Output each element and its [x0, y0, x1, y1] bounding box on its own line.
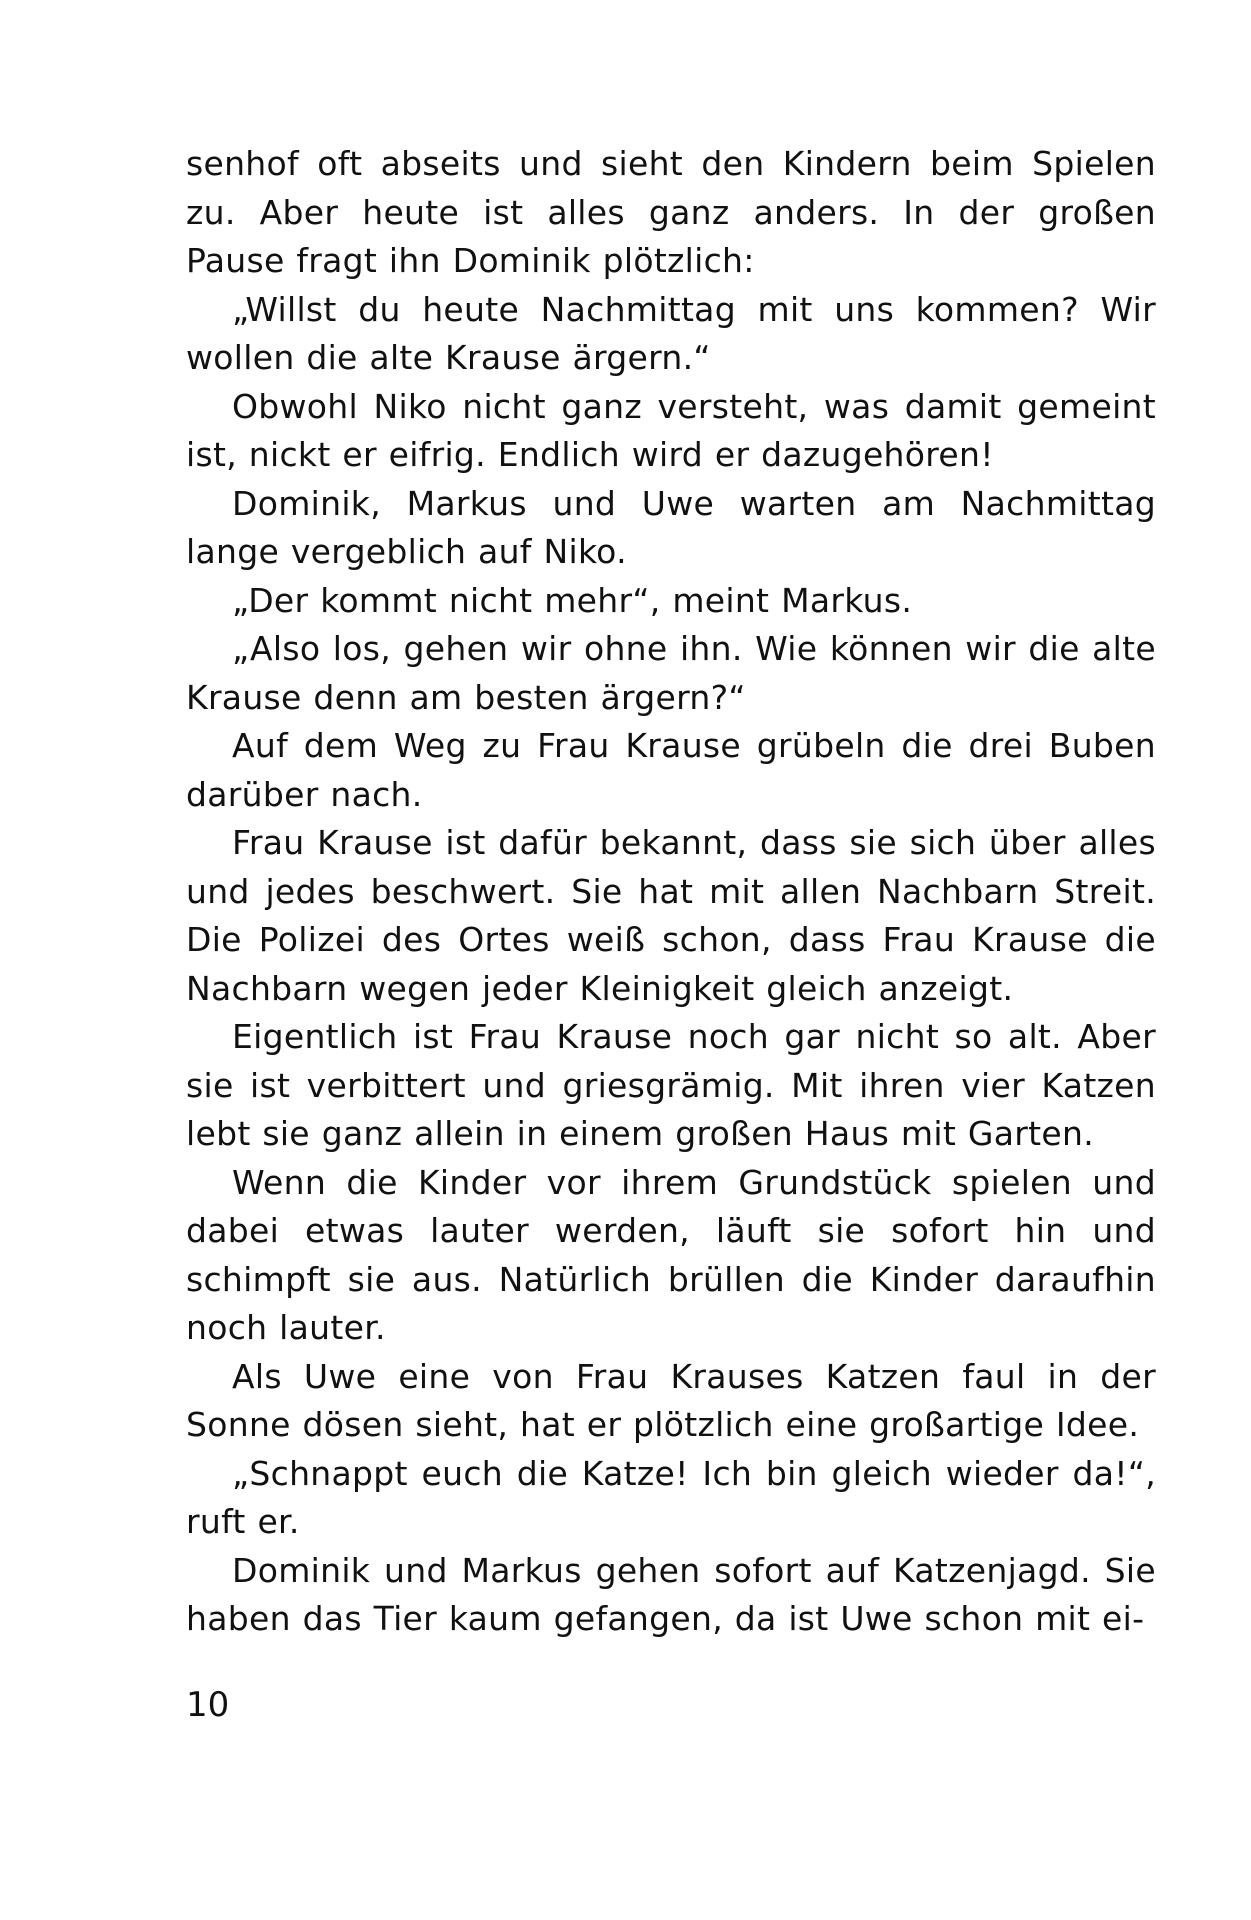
paragraph-6: „Also los, gehen wir ohne ihn. Wie können wir die alte Krause denn am besten ärgern?“ — [186, 629, 1156, 717]
paragraph-7: Auf dem Weg zu Frau Krause grübeln die drei Buben darüber nach. — [186, 726, 1156, 814]
paragraph-9: Eigentlich ist Frau Krause noch gar nicht so alt. Aber sie ist verbittert und griesgrämig. Mit ihren vier Katzen lebt sie ganz allein in einem großen Haus mit Garten. — [186, 1017, 1156, 1153]
paragraph-8: Frau Krause ist dafür bekannt, dass sie sich über alles und jedes beschwert. Sie hat mit allen Nachbarn Streit. Die Polizei des Ortes weiß schon, dass Frau Krause die Nachbarn wegen jeder Kleinigkeit gleich anzeigt. — [186, 823, 1156, 1008]
page-number: 10 — [186, 1685, 230, 1725]
paragraph-13: Dominik und Markus gehen sofort auf Katzenjagd. Sie haben das Tier kaum gefangen, da ist Uwe schon mit ei- — [186, 1550, 1156, 1638]
paragraph-5: „Der kommt nicht mehr“, meint Markus. — [232, 580, 913, 620]
paragraph-10: Wenn die Kinder vor ihrem Grundstück spielen und dabei etwas lauter werden, läuft sie sofort hin und schimpft sie aus. Natürlich brüllen die Kinder daraufhin noch lauter. — [186, 1162, 1156, 1347]
paragraph-2: „Willst du heute Nachmittag mit uns kommen? Wir wollen die alte Krause ärgern.“ — [186, 289, 1156, 377]
paragraph-11: Als Uwe eine von Frau Krauses Katzen faul in der Sonne dösen sieht, hat er plötzlich eine großartige Idee. — [186, 1356, 1156, 1444]
paragraph-4: Dominik, Markus und Uwe warten am Nachmittag lange vergeblich auf Niko. — [186, 483, 1156, 571]
body-text — [186, 140, 1156, 1644]
paragraph-3: Obwohl Niko nicht ganz versteht, was damit gemeint ist, nickt er eifrig. Endlich wird er dazugehören! — [186, 386, 1156, 474]
paragraph-12: „Schnappt euch die Katze! Ich bin gleich wieder da!“, ruft er. — [186, 1453, 1156, 1541]
paragraph-1: senhof oft abseits und sieht den Kindern beim Spielen zu. Aber heute ist alles ganz anders. In der großen Pause fragt ihn Dominik plötzlich: — [186, 144, 1156, 280]
